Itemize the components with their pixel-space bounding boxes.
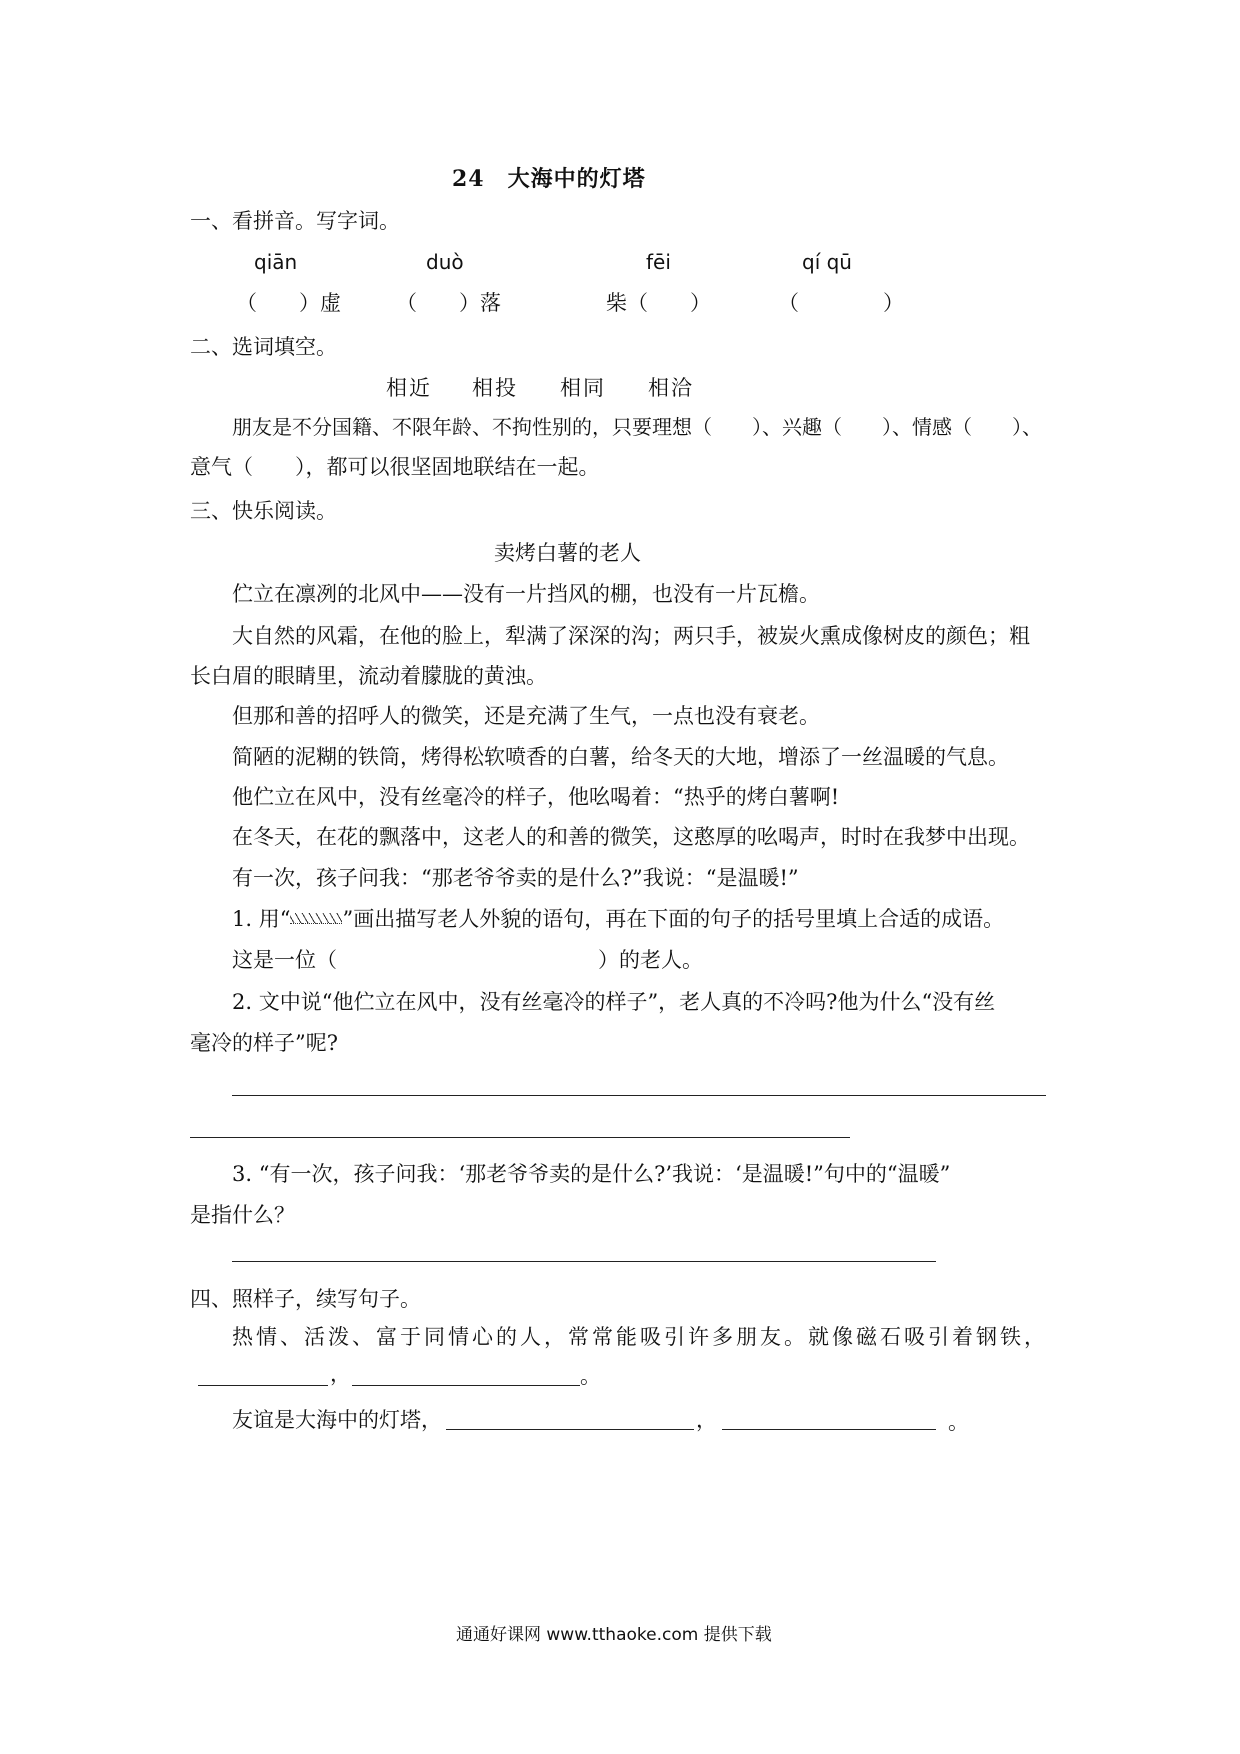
word-blank-4[interactable]: （ ） xyxy=(778,291,904,315)
footer-source: 通通好课网 www.tthaoke.com 提供下载 xyxy=(456,1625,772,1645)
page-title: 24 大海中的灯塔 xyxy=(452,166,646,192)
option-3: 相同 xyxy=(560,376,606,400)
section1-heading: 一、看拼音。写字词。 xyxy=(190,209,400,233)
question-2-line1: 2. 文中说“他伫立在风中，没有丝毫冷的样子”，老人真的不冷吗?他为什么“没有丝 xyxy=(232,990,996,1014)
question-3-line2: 是指什么？ xyxy=(190,1203,295,1227)
section2-heading: 二、选词填空。 xyxy=(190,335,337,359)
comma-2: ， xyxy=(696,1408,717,1432)
answer-line-prompt-b[interactable] xyxy=(722,1429,936,1430)
option-2: 相投 xyxy=(472,376,518,400)
question-1-suffix: ”画出描写老人外貌的语句，再在下面的句子的括号里填上合适的成语。 xyxy=(342,907,1005,931)
fill-sentence-line2: 意气（ ），都可以很坚固地联结在一起。 xyxy=(190,455,600,479)
pinyin-2: duò xyxy=(426,250,464,274)
passage-line-4: 但那和善的招呼人的微笑，还是充满了生气，一点也没有衰老。 xyxy=(232,704,820,728)
section3-heading: 三、快乐阅读。 xyxy=(190,499,337,523)
passage-line-6: 他伫立在风中，没有丝毫冷的样子，他吆喝着：“热乎的烤白薯啊! xyxy=(232,785,840,809)
comma-1: ， xyxy=(330,1362,351,1386)
passage-line-8: 有一次，孩子问我：“那老爷爷卖的是什么?”我说：“是温暖!” xyxy=(232,866,799,890)
pinyin-1: qiān xyxy=(254,250,298,274)
prompt-sentence: 友谊是大海中的灯塔， xyxy=(232,1408,442,1432)
passage-title: 卖烤白薯的老人 xyxy=(494,541,641,565)
pinyin-3: fēi xyxy=(646,250,671,274)
option-4: 相洽 xyxy=(648,376,694,400)
word-blank-2[interactable]: （ ）落 xyxy=(396,291,501,315)
question-2-line2: 毫冷的样子”呢? xyxy=(190,1031,338,1055)
passage-line-7: 在冬天，在花的飘落中，这老人的和善的微笑，这憨厚的吆喝声，时时在我梦中出现。 xyxy=(232,825,1030,849)
question-1-fill-b: ）的老人。 xyxy=(598,948,703,972)
answer-line-prompt-a[interactable] xyxy=(446,1429,694,1430)
passage-line-2: 大自然的风霜，在他的脸上，犁满了深深的沟；两只手，被炭火熏成像树皮的颜色；粗 xyxy=(232,624,1030,648)
answer-line-q2-b[interactable] xyxy=(190,1137,850,1138)
period-2: 。 xyxy=(948,1410,969,1434)
question-1-prefix: 1. 用“ xyxy=(232,907,291,931)
answer-line-ex-b[interactable] xyxy=(352,1385,580,1386)
word-blank-3[interactable]: 柴（ ） xyxy=(606,291,711,315)
wavy-line-icon xyxy=(290,913,342,924)
passage-line-1: 伫立在凛冽的北风中——没有一片挡风的棚，也没有一片瓦檐。 xyxy=(232,582,820,606)
question-1 xyxy=(232,905,1004,933)
passage-line-5: 简陋的泥糊的铁筒，烤得松软喷香的白薯，给冬天的大地，增添了一丝温暖的气息。 xyxy=(232,745,1009,769)
fill-sentence-line1: 朋友是不分国籍、不限年龄、不拘性别的，只要理想（ ）、兴趣（ ）、情感（ ）、 xyxy=(232,415,1042,439)
example-sentence: 热情、活泼、富于同情心的人，常常能吸引许多朋友。就像磁石吸引着钢铁， xyxy=(232,1325,1048,1349)
answer-line-q3[interactable] xyxy=(232,1261,936,1262)
answer-line-ex-a[interactable] xyxy=(198,1385,328,1386)
period-1: 。 xyxy=(580,1364,601,1388)
pinyin-4: qí qū xyxy=(802,250,852,274)
option-1: 相近 xyxy=(386,376,432,400)
section4-heading: 四、照样子，续写句子。 xyxy=(190,1287,421,1311)
passage-line-3: 长白眉的眼睛里，流动着朦胧的黄浊。 xyxy=(190,664,547,688)
word-blank-1[interactable]: （ ）虚 xyxy=(236,291,341,315)
question-3-line1: 3. “有一次，孩子问我：‘那老爷爷卖的是什么?’我说：‘是温暖!”句中的“温暖” xyxy=(232,1162,951,1186)
question-1-fill-a: 这是一位（ xyxy=(232,948,337,972)
answer-line-q2-a[interactable] xyxy=(232,1095,1046,1096)
